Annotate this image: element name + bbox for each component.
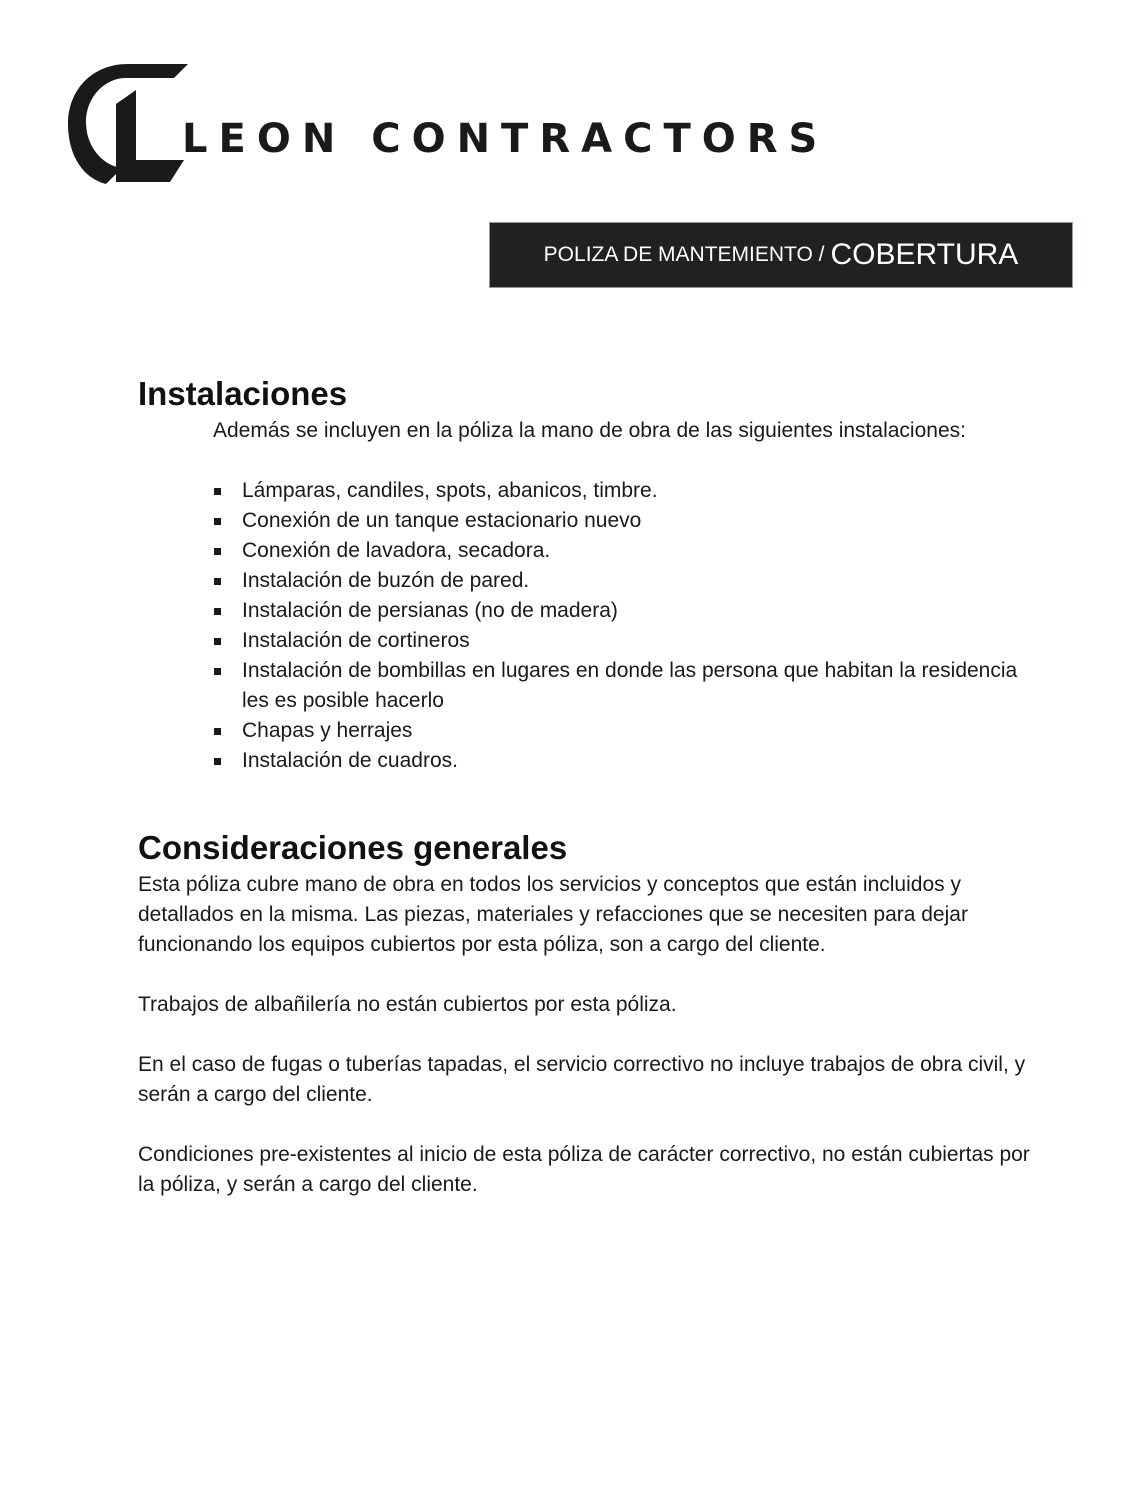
policy-banner xyxy=(489,222,1073,288)
list-item-text: Conexión de lavadora, secadora. xyxy=(242,539,551,562)
document-body xyxy=(138,372,1048,1200)
list-item-text: Instalación de persianas (no de madera) xyxy=(242,599,618,622)
square-bullet-icon xyxy=(214,728,221,735)
consideraciones-paragraph: En el caso de fugas o tuberías tapadas, el servicio correctivo no incluye trabajos de obra civil, y serán a cargo del cliente. xyxy=(138,1053,1026,1106)
list-item xyxy=(213,566,1048,596)
list-item-text: Chapas y herrajes xyxy=(242,719,413,742)
cl-monogram-icon xyxy=(66,64,191,186)
list-item-text: Conexión de un tanque estacionario nuevo xyxy=(242,509,642,532)
list-item-text: Lámparas, candiles, spots, abanicos, timbre. xyxy=(242,479,658,502)
list-item xyxy=(213,716,1048,746)
square-bullet-icon xyxy=(214,488,221,495)
square-bullet-icon xyxy=(214,518,221,525)
banner-title: COBERTURA xyxy=(830,238,1019,271)
banner-subtitle: POLIZA DE MANTEMIENTO / xyxy=(543,243,825,266)
square-bullet-icon xyxy=(214,608,221,615)
square-bullet-icon xyxy=(214,578,221,585)
instalaciones-list xyxy=(213,476,1048,776)
list-item xyxy=(213,596,1048,626)
list-item-text: Instalación de bombillas en lugares en donde las persona que habitan la residencia les es posible hacerlo xyxy=(242,659,1018,712)
list-item xyxy=(213,746,1048,776)
list-item-text: Instalación de cuadros. xyxy=(242,749,458,772)
section-heading-instalaciones: Instalaciones xyxy=(138,375,348,412)
list-item xyxy=(213,506,1048,536)
company-name: LEON CONTRACTORS xyxy=(182,116,829,162)
list-item xyxy=(213,476,1048,506)
list-item-text: Instalación de cortineros xyxy=(242,629,470,652)
instalaciones-intro: Además se incluyen en la póliza la mano de obra de las siguientes instalaciones: xyxy=(213,419,966,442)
company-logo xyxy=(66,64,856,186)
list-item-text: Instalación de buzón de pared. xyxy=(242,569,530,592)
section-heading-consideraciones: Consideraciones generales xyxy=(138,829,568,866)
list-item xyxy=(213,536,1048,566)
consideraciones-paragraph: Condiciones pre-existentes al inicio de esta póliza de carácter correctivo, no están cubiertas por la póliza, y serán a cargo del cliente. xyxy=(138,1143,1030,1196)
square-bullet-icon xyxy=(214,548,221,555)
square-bullet-icon xyxy=(214,668,221,675)
list-item xyxy=(213,656,1048,716)
consideraciones-paragraph: Trabajos de albañilería no están cubiertos por esta póliza. xyxy=(138,993,677,1016)
consideraciones-paragraph: Esta póliza cubre mano de obra en todos los servicios y conceptos que están incluidos y detallados en la misma. Las piezas, materiales y refacciones que se necesiten para dejar funcionando los equipos cubiertos por esta póliza, son a cargo del cliente. xyxy=(138,873,968,956)
square-bullet-icon xyxy=(214,758,221,765)
list-item xyxy=(213,626,1048,656)
square-bullet-icon xyxy=(214,638,221,645)
